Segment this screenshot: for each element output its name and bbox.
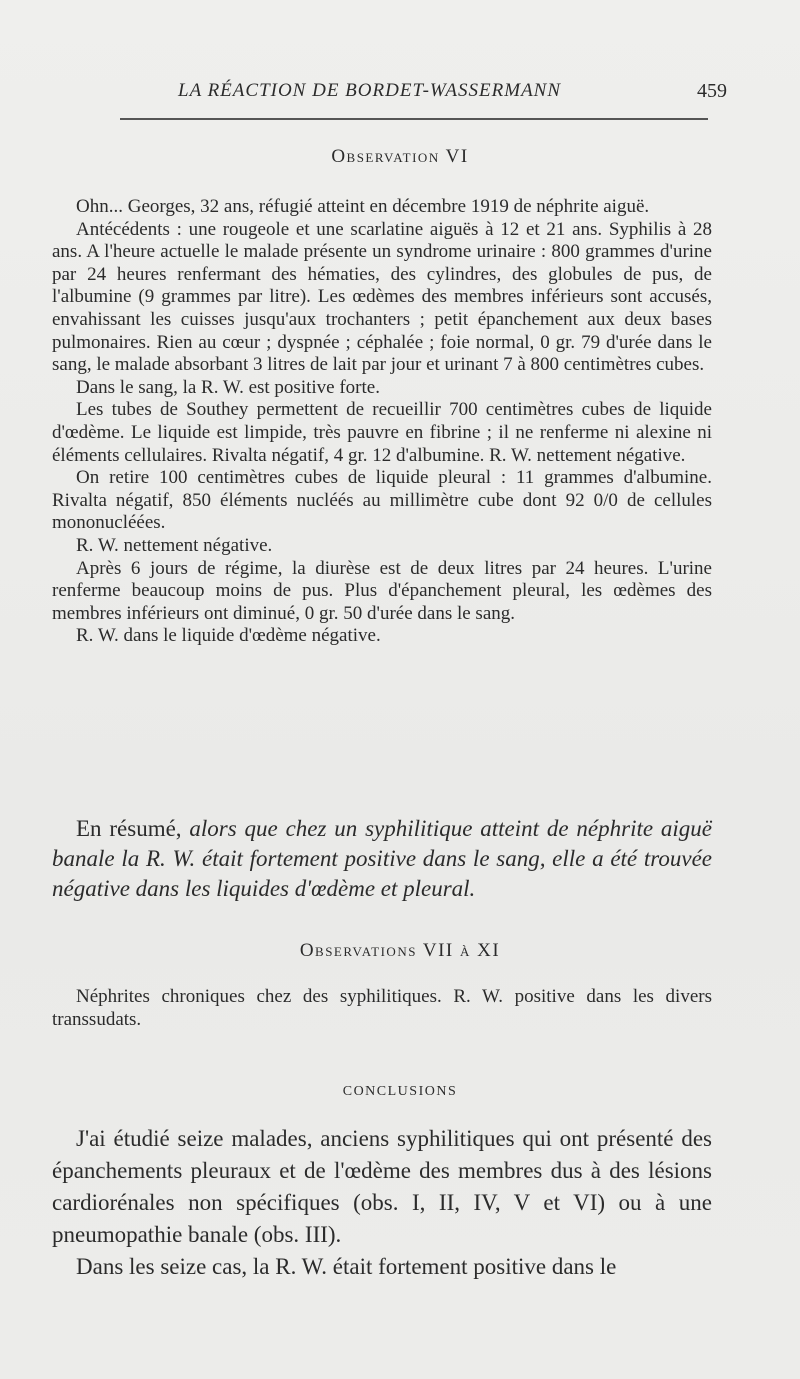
observations-vii-xi-heading: Observations VII à XI bbox=[299, 940, 501, 961]
summary-italic: alors que chez un syphilitique atteint de néphrite aiguë banale la R. W. était fortement positive dans le sang, elle a été trouvée négative dans les liquides d'œdème et pleural. bbox=[52, 816, 712, 901]
paragraph: R. W. dans le liquide d'œdème négative. bbox=[76, 625, 381, 647]
observation-vi-body bbox=[52, 196, 712, 648]
paragraph: Après 6 jours de régime, la diurèse est de deux litres par 24 heures. L'urine renferme beaucoup moins de pus. Plus d'épanchement pleural, les œdèmes des membres inférieurs ont diminué, 0 gr. 50 d'urée dans le sang. bbox=[52, 557, 712, 624]
observations-vii-xi-body bbox=[52, 986, 712, 1031]
paragraph: Néphrites chroniques chez des syphilitiques. R. W. positive dans les divers transsudats. bbox=[52, 986, 712, 1030]
summary-paragraph bbox=[52, 814, 712, 904]
paragraph: Dans le sang, la R. W. est positive forte. bbox=[76, 376, 380, 398]
page-number: 459 bbox=[697, 80, 727, 102]
conclusions-body bbox=[52, 1123, 712, 1283]
conclusions-heading: CONCLUSIONS bbox=[342, 1084, 458, 1099]
observation-vi-heading: Observation VI bbox=[331, 146, 469, 167]
paragraph: J'ai étudié seize malades, anciens syphilitiques qui ont présenté des épanchements pleuraux et de l'œdème des membres dus à des lésions cardiorénales non spécifiques (obs. I, II, IV, V et VI) ou à une pneumopathie banale (obs. III). bbox=[52, 1126, 712, 1247]
summary-lead: En résumé, bbox=[76, 816, 190, 841]
paragraph: Ohn... Georges, 32 ans, réfugié atteint en décembre 1919 de néphrite aiguë. bbox=[76, 196, 650, 217]
header-rule bbox=[120, 118, 708, 120]
paragraph: On retire 100 centimètres cubes de liquide pleural : 11 grammes d'albumine. Rivalta négatif, 850 éléments nucléés au millimètre cube dont 92 0/0 de cellules mononucléées. bbox=[52, 467, 712, 534]
paragraph: Antécédents : une rougeole et une scarlatine aiguës à 12 et 21 ans. Syphilis à 28 ans. A l'heure actuelle le malade présente un syndrome urinaire : 800 grammes d'urine par 24 heures renfermant des hématies, des cylindres, des globules de pus, de l'albumine (9 grammes par litre). Les œdèmes des membres inférieurs sont accusés, envahissant les cuisses jusqu'aux trochanters ; petit épanchement aux deux bases pulmonaires. Rien au cœur ; dyspnée ; céphalée ; foie normal, 0 gr. 79 d'urée dans le sang, le malade absorbant 3 litres de lait par jour et urinant 7 à 800 centimètres cubes. bbox=[52, 218, 712, 376]
paragraph: R. W. nettement négative. bbox=[76, 534, 273, 556]
running-title: LA RÉACTION DE BORDET-WASSERMANN bbox=[178, 80, 562, 101]
paragraph: Les tubes de Southey permettent de recueillir 700 centimètres cubes de liquide d'œdème. Le liquide est limpide, très pauvre en fibrine ; il ne renferme ni alexine ni éléments cellulaires. Rivalta négatif, 4 gr. 12 d'albumine. R. W. nettement négative. bbox=[52, 399, 712, 466]
running-head bbox=[120, 80, 727, 108]
paragraph: Dans les seize cas, la R. W. était fortement positive dans le bbox=[76, 1254, 617, 1279]
